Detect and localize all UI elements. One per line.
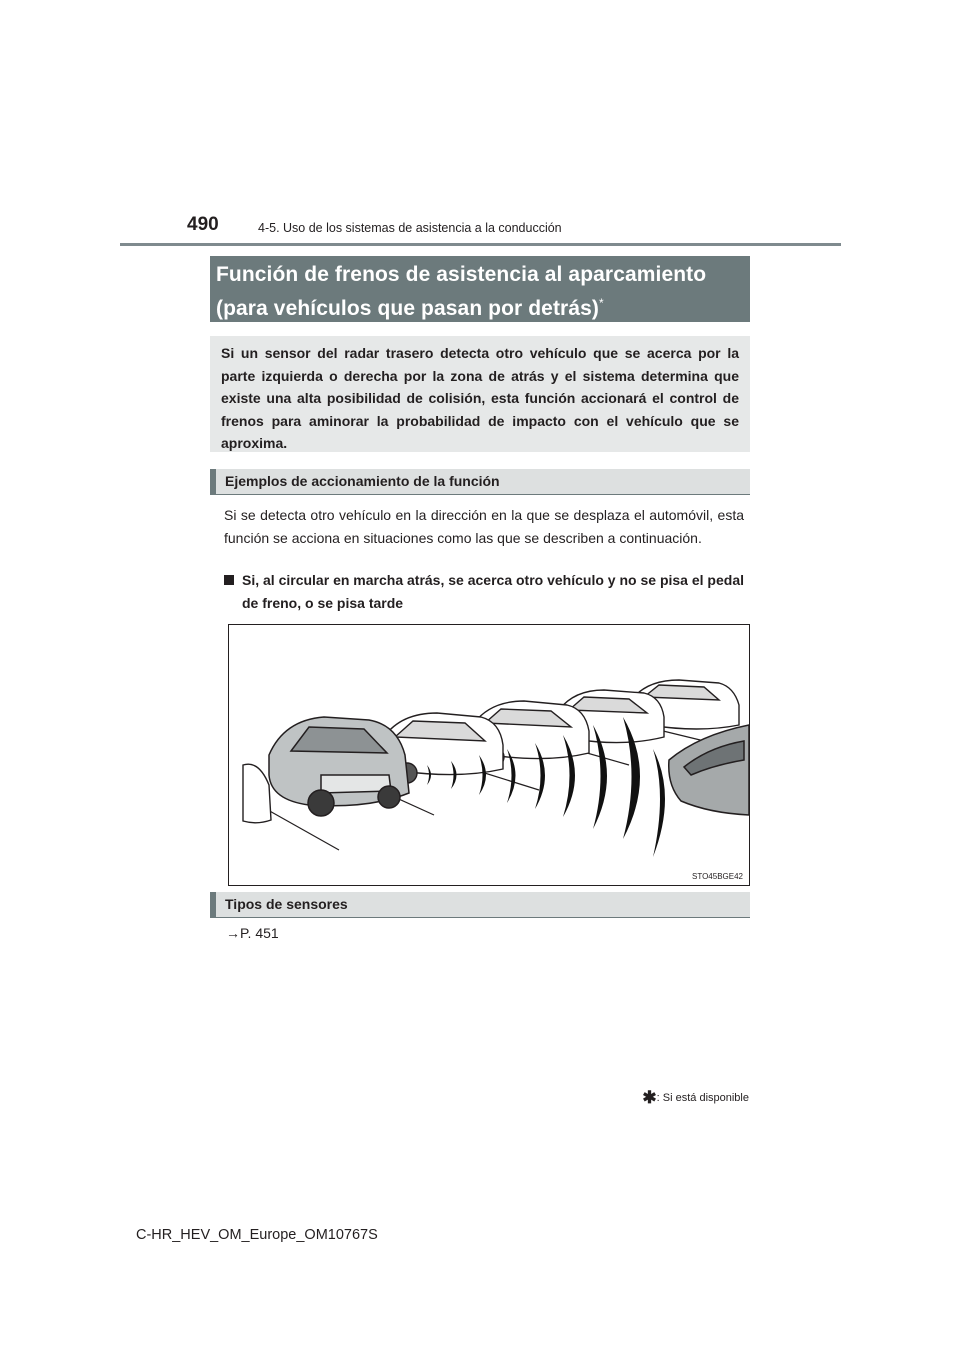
subheader-sensor-types: Tipos de sensores xyxy=(210,892,750,918)
square-bullet-icon xyxy=(224,575,234,585)
figure-illustration xyxy=(228,624,750,886)
subheader-examples: Ejemplos de accionamiento de la función xyxy=(210,469,750,495)
intro-text: Si un sensor del radar trasero detecta otro vehículo que se acerca por la parte izquierda o derecha por la zona de atrás y el sistema determina que existe una alta posibilidad de colisión, esta función accionará el control de frenos para aminorar la probabilidad de impacto con el vehículo que se aproxima. xyxy=(221,345,739,451)
reversing-vehicle xyxy=(269,717,409,816)
parking-scene-illustration xyxy=(229,625,749,885)
figure-code: STO45BGE42 xyxy=(692,872,743,881)
bullet-text: Si, al circular en marcha atrás, se acerca otro vehículo y no se pisa el pedal de freno, o se pisa tarde xyxy=(242,572,744,611)
page-number: 490 xyxy=(187,214,219,235)
footnote-text: : Si está disponible xyxy=(656,1092,749,1104)
title-line-2-text: (para vehículos que pasan por detrás) xyxy=(216,297,599,320)
title-line-1: Función de frenos de asistencia al aparcamiento xyxy=(216,263,707,286)
availability-marker: * xyxy=(598,296,604,310)
approaching-vehicle xyxy=(669,725,749,815)
footnote xyxy=(642,1088,749,1108)
left-edge-car xyxy=(243,764,271,823)
page-reference: →P. 451 xyxy=(226,925,279,941)
bullet-item xyxy=(224,569,744,614)
section-header: 4-5. Uso de los sistemas de asistencia a la conducción xyxy=(258,221,562,235)
header-rule xyxy=(120,243,841,246)
footer-doc-id: C-HR_HEV_OM_Europe_OM10767S xyxy=(136,1227,378,1243)
asterisk-icon: ✱ xyxy=(642,1088,657,1107)
title-box xyxy=(210,256,750,322)
intro-box xyxy=(210,336,750,452)
title-line-2 xyxy=(216,289,744,323)
body-paragraph: Si se detecta otro vehículo en la dirección en la que se desplaza el automóvil, esta función se acciona en situaciones como las que se describen a continuación. xyxy=(224,507,744,546)
